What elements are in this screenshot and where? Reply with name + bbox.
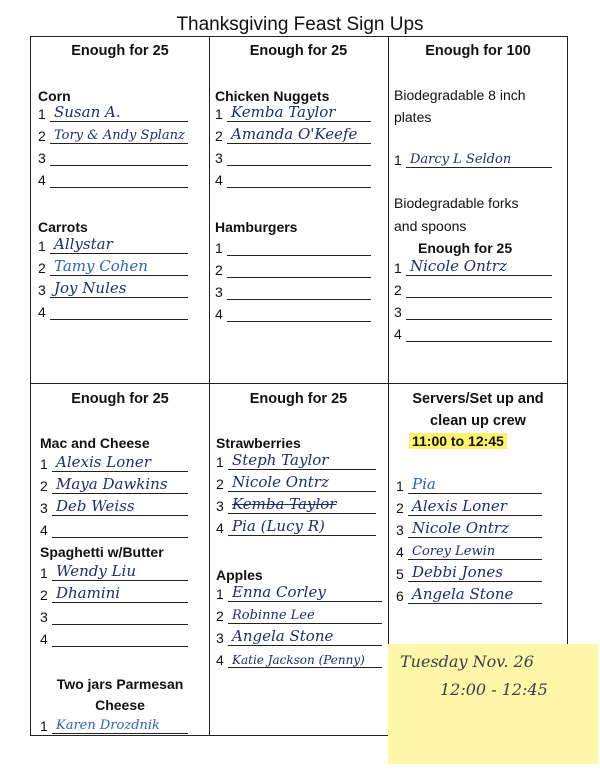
forks-line-1[interactable]: 1 Nicole Ontrz [394,258,552,278]
servers-time-highlight: 11:00 to 12:45 [409,433,507,449]
mac-line-2[interactable]: 2 Maya Dawkins [40,476,188,496]
mac-line-3[interactable]: 3 Deb Weiss [40,498,188,518]
servers-line-1[interactable]: 1 Pia [396,476,542,496]
label-plates-2: plates [394,109,432,125]
label-corn: Corn [38,88,71,104]
servers-line-4[interactable]: 4 Corey Lewin [396,542,542,562]
row-divider [31,383,567,384]
strawberries-line-2[interactable]: 2 Nicole Ontrz [216,474,376,494]
spaghetti-line-1[interactable]: 1 Wendy Liu [40,563,188,583]
hamburgers-line-3[interactable]: 3 [215,282,371,302]
corn-line-4[interactable]: 4 [38,170,188,190]
apples-line-1[interactable]: 1 Enna Corley [216,584,382,604]
plates-line-1[interactable]: 1 Darcy L Seldon [394,150,552,170]
hamburgers-line-4[interactable]: 4 [215,304,371,324]
strawberries-line-3[interactable]: 3 Kemba Taylor [216,496,376,516]
carrots-line-4[interactable]: 4 [38,302,188,322]
sticky-note-date: Tuesday Nov. 26 [400,652,534,671]
label-forks: Biodegradable forks [394,195,519,211]
servers-line-2[interactable]: 2 Alexis Loner [396,498,542,518]
label-spaghetti: Spaghetti w/Butter [40,544,164,560]
mac-line-4[interactable]: 4 [40,520,188,540]
corn-line-1[interactable]: 1 Susan A. [38,104,188,124]
label-hamburgers: Hamburgers [215,219,298,235]
label-chicken-nuggets: Chicken Nuggets [215,88,330,104]
forks-subheader: Enough for 25 [418,240,513,256]
servers-line-3[interactable]: 3 Nicole Ontrz [396,520,542,540]
header-top-col3: Enough for 100 [425,43,531,59]
spaghetti-line-3[interactable]: 3 [40,607,188,627]
label-strawberries: Strawberries [216,435,301,451]
carrots-line-1[interactable]: 1 Allystar [38,236,188,256]
servers-line-6[interactable]: 6 Angela Stone [396,586,542,606]
mac-line-1[interactable]: 1 Alexis Loner [40,454,188,474]
header-top-col1: Enough for 25 [71,43,169,59]
apples-line-2[interactable]: 2 Robinne Lee [216,606,382,626]
column-divider [388,37,389,735]
page-title: Thanksgiving Feast Sign Ups [176,14,424,35]
corn-line-3[interactable]: 3 [38,148,188,168]
label-carrots: Carrots [38,219,88,235]
forks-line-4[interactable]: 4 [394,324,552,344]
carrots-line-3[interactable]: 3 Joy Nules [38,280,188,300]
apples-line-4[interactable]: 4 Katie Jackson (Penny) [216,650,382,670]
header-bottom-col1: Enough for 25 [71,391,169,407]
corn-line-2[interactable]: 2 Tory & Andy Splanz [38,126,188,146]
label-mac-and-cheese: Mac and Cheese [40,435,150,451]
strawberries-line-1[interactable]: 1 Steph Taylor [216,452,376,472]
label-apples: Apples [216,567,263,583]
label-plates: Biodegradable 8 inch [394,87,526,103]
header-servers-2: clean up crew [430,413,526,429]
label-forks-2: and spoons [394,218,467,234]
carrots-line-2[interactable]: 2 Tamy Cohen [38,258,188,278]
apples-line-3[interactable]: 3 Angela Stone [216,628,382,648]
sticky-note-time: 12:00 - 12:45 [440,680,548,699]
nuggets-line-1[interactable]: 1 Kemba Taylor [215,104,371,124]
servers-line-5[interactable]: 5 Debbi Jones [396,564,542,584]
nuggets-line-3[interactable]: 3 [215,148,371,168]
column-divider [209,37,210,735]
label-parmesan: Two jars Parmesan [56,676,184,692]
header-top-col2: Enough for 25 [249,43,348,59]
parmesan-line-1[interactable]: 1 Karen Drozdnik [40,716,188,736]
hamburgers-line-1[interactable]: 1 [215,238,371,258]
nuggets-line-2[interactable]: 2 Amanda O'Keefe [215,126,371,146]
hamburgers-line-2[interactable]: 2 [215,260,371,280]
strawberries-line-4[interactable]: 4 Pia (Lucy R) [216,518,376,538]
nuggets-line-4[interactable]: 4 [215,170,371,190]
forks-line-2[interactable]: 2 [394,280,552,300]
label-parmesan-2: Cheese [95,697,145,713]
header-servers: Servers/Set up and [412,391,544,407]
header-bottom-col2: Enough for 25 [249,391,348,407]
forks-line-3[interactable]: 3 [394,302,552,322]
spaghetti-line-2[interactable]: 2 Dhamini [40,585,188,605]
spaghetti-line-4[interactable]: 4 [40,629,188,649]
sticky-note [388,644,598,764]
